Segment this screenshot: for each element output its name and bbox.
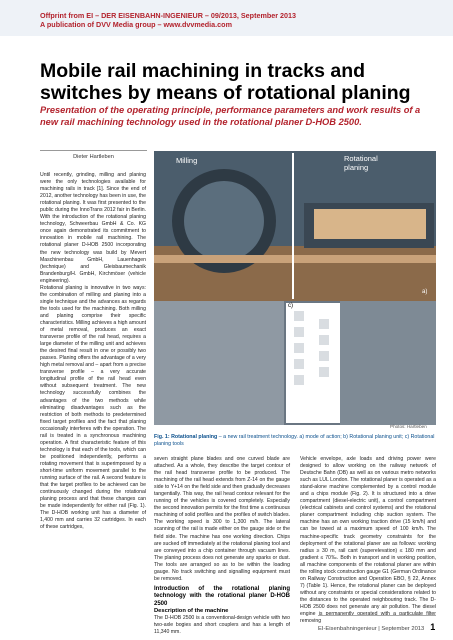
figure-1 <box>154 151 436 425</box>
figure-caption: Fig. 1: Rotational planing – a new rail treatment technology. a) mode of action; b) Rotational planing unit; c) Rotational planing tools <box>154 434 435 447</box>
paragraph: Until recently, grinding, milling and planing were the only technologies available for machining rails in track [1]. Since the end of 2012, another technology has been in use, the rotational planing. It was first presented to the public during the InnoTrans 2012 fair in Berlin. With the introduction of the rotational planing technology, Schweerbau GmbH & Co. KG once again demonstrated its commitment to innovation in mobile rail machining. The rotational planer D-HOB 2500 incorporating the new technology was build by Mevert Maschinenbau GmbH, Lauenhagen (technique) and Gleisbaumechanik Brandenburg/H. GmbH, Kirchmöser (vehicle engineering). <box>40 172 146 284</box>
label-planing: planing <box>344 163 369 172</box>
offprint-header-band <box>0 0 453 36</box>
article-title: Mobile rail machining in tracks and switches by means of rotational planing <box>40 60 411 104</box>
figure-1-photos <box>154 151 436 425</box>
text-column-3 <box>300 456 436 625</box>
article-subtitle: Presentation of the operating principle, performance parameters and work results of a new rail machining technology used in the rotational planer D-HOB 2500. <box>40 105 421 127</box>
paragraph: seven straight plane blades and one curved blade are attached. As a whole, they describe the target contour of the rail head transverse profile to be produced. The machining of the rail head extends from Z-14 on the gauge side to Y+14 on the field side and then gradually decreases tangentially. This way, the rail head contour relevant for the running of the vehicles is covered completely. Especially the second innovation permits for the first time a continuous machining of solid profiles and the profiles of switch blades. The working speed is 300 to 1,300 m/h. The lateral scanning of the rail is made either on the gauge side or the field side. The machine has one working direction. Chips are sucked off immediately at the rotational planing tool and are conveyed into a chip container through vacuum lines. The planing process does not generate any sparks or dust. The tools are arranged so as to be within the loading gauge. No track switching and signalling equipment must be removed. <box>154 456 290 582</box>
offprint-line: Offprint from EI – DER EISENBAHN-INGENIEUR – 09/2013, September 2013 <box>40 11 297 20</box>
page-number: 1 <box>430 622 436 632</box>
subsection-heading: Description of the machine <box>154 608 229 615</box>
panel-label-c: c) <box>288 303 293 309</box>
paragraph: Vehicle envelope, axle loads and driving power were designed to allow working on the railway network of Deutsche Bahn (DB) as well as on various metro networks such as LUL London. The rotational planer is operated as a stand-alone machine complemented by a control module and a chips module (Fig. 2). It is structured into a drive compartment (diesel-electric unit), a control compartment (electrical cabinets and control systems) and the rotational planer compartment including chip suction system. The machine has an own working traction drive (15 km/h) and can be towed at a maximum speed of 100 km/h. The machine-specific track geometry constraints for the deployment of the rotational planer are as follows: working radius ≥ 30 m, rail cant (superelevation) ≤ 180 mm and gradient ≤ 70‰. Both in transport and in working position, all machine components of the rotational planer are within the rolling stock construction gauge G1 (German Ordinance on Railway Construction and Operation EBO, § 22, Annex 7) (Table 1). Hence, the rotational planer can be deployed without any constraints or special considerations related to the distances to the operated neighbouring track. The D-HOB 2500 does not generate any air pollution. The diesel engine is permanently operated with a particulate filter removing <box>300 456 436 625</box>
text-column-2 <box>154 456 290 636</box>
paragraph: The D-HOB 2500 is a conventional-design vehicle with two two-axle bogies and short couplers and has a length of 11,340 mm. <box>154 615 290 636</box>
journal-name: EI-Eisenbahningenieur | September 2013 <box>318 626 425 632</box>
photo-credit: Photos: Hartleben <box>390 424 427 429</box>
publisher-line: A publication of DVV Media group – www.dvvmedia.com <box>40 20 232 29</box>
page-footer <box>318 622 435 632</box>
label-rotational: Rotational <box>344 154 378 163</box>
paragraph: Rotational planing is innovative in two ways: the combination of milling and planing into a single technique and the advances as regards the tools used for the machining. Both milling and planing comprise their specific characteristics. Milling achieves a high amount of metal removal, produces an exact transverse profile of the rail head, requires a large diameter of the milling unit and achieves the desired final result in one or possibly two passes. Planing offers the advantage of a very high metal removal and – apart from a precise transverse profile – a very accurate longitudinal profile of the rail head even without subsequent treatment. The new technology successfully combines the advantages of the two methods while eliminating disadvantages such as the restriction of both methods to predetermined fixed target profiles and the fact that planing occasionally interferes with the operation. The rail is treated in a synchronous machining operation. A first characteristic feature of this technology is that each of the tools, which can be positioned independently, performs a rotating movement that is superimposed by a short-time uniform movement parallel to the running surface of the rail. A second feature is that the target profiles to be achieved can be continuously changed during the rotational planing process and that these changes can be made independently for either rail (Fig. 1). The D-HOB working unit has a diameter of 1,400 mm and carries 32 cartridges. In each of these cartridges, <box>40 284 147 531</box>
section-heading: Introduction of the rotational planing technology with the rotational planer D-HOB 2500 <box>154 585 290 607</box>
author-name: Dieter Hartleben <box>40 150 147 160</box>
label-milling: Milling <box>176 156 198 165</box>
text-column-1 <box>40 172 146 531</box>
panel-label-a: a) <box>422 289 428 295</box>
